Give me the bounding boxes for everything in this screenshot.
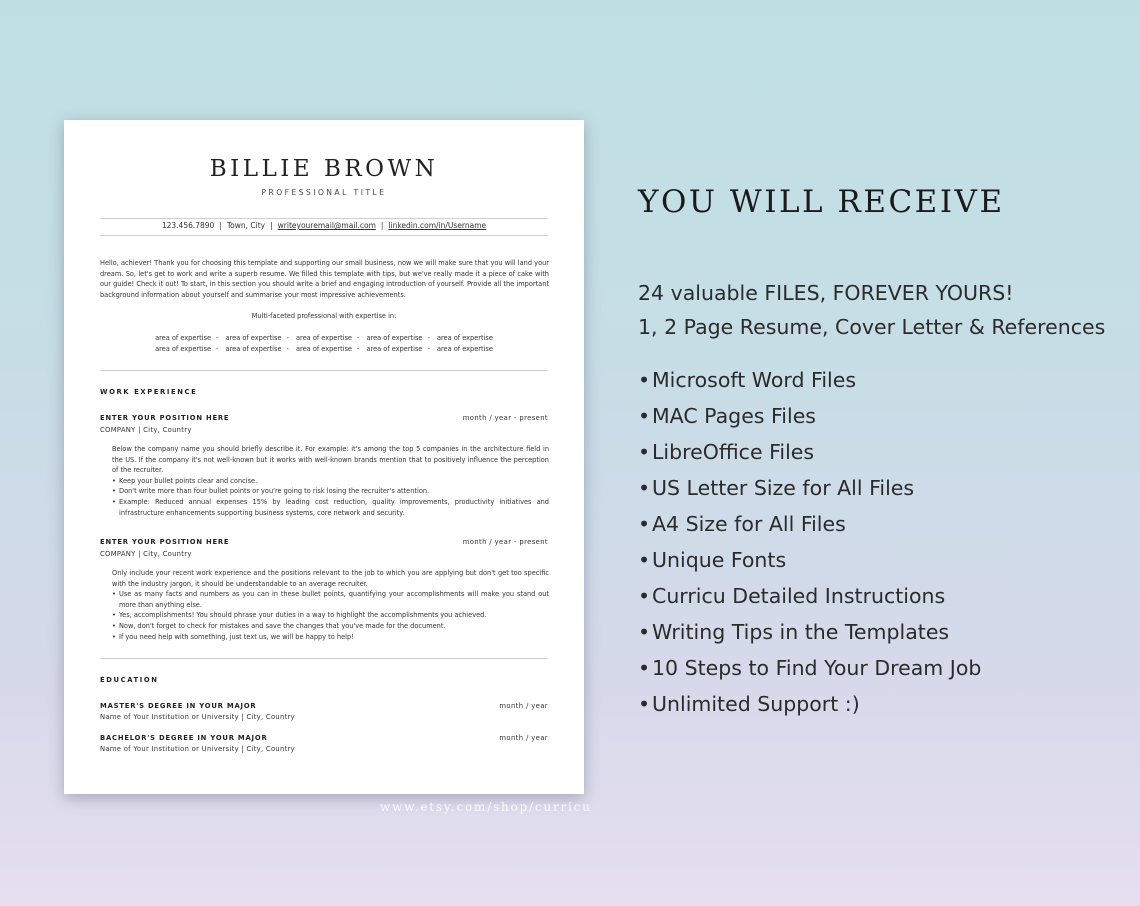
bullet-icon: •: [638, 476, 651, 500]
expertise-item: area of expertise: [225, 345, 282, 353]
feature-label: Writing Tips in the Templates: [652, 620, 950, 644]
feature-label: Unique Fonts: [652, 548, 787, 572]
bullet-icon: •: [638, 656, 651, 680]
feature-item: [638, 686, 981, 722]
job-date: month / year - present: [462, 414, 548, 422]
promo-intro-line: 1, 2 Page Resume, Cover Letter & References: [638, 315, 1106, 339]
degree-title: MASTER'S DEGREE IN YOUR MAJOR: [100, 702, 257, 710]
expertise-item: area of expertise: [366, 334, 423, 342]
feature-item: [638, 362, 981, 398]
job-bullet: • Now, don't forget to check for mistakes and save the changes that you've made for the document.: [112, 621, 549, 632]
job-bullet: • Example: Reduced annual expenses 15% by leading cost reduction, quality improvements, productivity initiatives and infrastructure enhancements supporting business systems, core network and security.: [112, 497, 549, 518]
contact-location: Town, City: [226, 221, 266, 230]
degree-date: month / year: [499, 734, 548, 742]
job-bullets: [112, 589, 549, 642]
contact-phone: 123.456.7890: [161, 221, 215, 230]
feature-item: [638, 434, 981, 470]
education-heading: EDUCATION: [100, 676, 159, 684]
feature-item: [638, 470, 981, 506]
job-company: COMPANY | City, Country: [100, 426, 192, 434]
feature-label: MAC Pages Files: [652, 404, 816, 428]
expertise-item: area of expertise: [155, 334, 212, 342]
contact-top-rule: [100, 218, 548, 219]
job-bullet: • Yes, accomplishments! You should phrase your duties in a way to highlight the accomplishments you achieved.: [112, 610, 549, 621]
job-description: Below the company name you should briefly describe it. For example: it's among the top 5 companies in the architecture field in the US. If the company it's not well-known but it works with well-known brands mention that to positively influence the perception of the recruiter.: [112, 445, 549, 475]
job-description: Only include your recent work experience and the positions relevant to the job to which you are applying but don't get too specific with the industry jargon, it should be understandable to an average recruiter.: [112, 569, 549, 588]
job-position: ENTER YOUR POSITION HERE: [100, 414, 230, 422]
promo-heading: YOU WILL RECEIVE: [638, 184, 1005, 220]
contact-linkedin: linkedin.com/in/Username: [388, 221, 487, 230]
bullet-icon: •: [638, 404, 651, 428]
feature-item: [638, 506, 981, 542]
bullet-icon: •: [638, 440, 651, 464]
expertise-item: area of expertise: [225, 334, 282, 342]
promo-intro-line: 24 valuable FILES, FOREVER YOURS!: [638, 281, 1014, 305]
bullet-icon: •: [638, 620, 651, 644]
degree-school: Name of Your Institution or University | City, Country: [100, 745, 296, 753]
job-bullet: • Use as many facts and numbers as you can in these bullet points, quantifying your accomplishments will make you stand out more than anything else.: [112, 589, 549, 610]
degree-school: Name of Your Institution or University | City, Country: [100, 713, 296, 721]
section-divider: [100, 658, 548, 659]
work-experience-heading: WORK EXPERIENCE: [100, 388, 198, 396]
expertise-row: area of expertise - area of expertise - area of expertise - area of expertise - area of expertise: [155, 345, 493, 353]
expertise-item: area of expertise: [296, 334, 352, 342]
bullet-icon: •: [638, 512, 651, 536]
job-position: ENTER YOUR POSITION HERE: [100, 538, 230, 546]
job-bullets: [112, 476, 549, 518]
job-details: [112, 568, 549, 642]
section-divider: [100, 370, 548, 371]
feature-label: Microsoft Word Files: [652, 368, 856, 392]
job-bullet: • Keep your bullet points clear and concise.: [112, 476, 549, 487]
bullet-icon: •: [638, 584, 651, 608]
bullet-icon: •: [638, 548, 651, 572]
contact-bottom-rule: [100, 235, 548, 236]
degree-date: month / year: [499, 702, 548, 710]
job-bullet: • Don't write more than four bullet points or you're going to risk losing the recruiter's attention.: [112, 486, 549, 497]
resume-summary: Hello, achiever! Thank you for choosing this template and supporting our small business, now we will make sure that you will land your dream. So, let's get to work and write a superb resume. We filled this template with tips, but we've really made it a piece of cake with our guide! Check it out! To start, in this section you should write a brief and engaging introduction of yourself. Provide all the important background information about yourself and summarise your most impressive achievements.: [100, 259, 549, 299]
job-company: COMPANY | City, Country: [100, 550, 192, 558]
resume-professional-title: PROFESSIONAL TITLE: [261, 188, 387, 197]
expertise-row: area of expertise - area of expertise - area of expertise - area of expertise - area of expertise: [155, 334, 493, 342]
bullet-icon: •: [638, 692, 651, 716]
feature-label: LibreOffice Files: [652, 440, 815, 464]
feature-label: Curricu Detailed Instructions: [652, 584, 946, 608]
expertise-item: area of expertise: [436, 345, 493, 353]
bullet-icon: •: [638, 368, 651, 392]
job-details: [112, 444, 549, 518]
feature-label: Unlimited Support :): [652, 692, 860, 716]
degree-title: BACHELOR'S DEGREE IN YOUR MAJOR: [100, 734, 268, 742]
job-bullet: • If you need help with something, just text us, we will be happy to help!: [112, 632, 549, 643]
feature-label: A4 Size for All Files: [652, 512, 846, 536]
expertise-item: area of expertise: [296, 345, 352, 353]
feature-item: [638, 542, 981, 578]
shop-url-watermark: www.etsy.com/shop/curricu: [380, 800, 592, 814]
expertise-intro: Multi-faceted professional with expertise in:: [251, 312, 397, 320]
expertise-item: area of expertise: [366, 345, 423, 353]
contact-line: 123.456.7890 | Town, City | writeyouremail@mail.com | linkedin.com/in/Username: [161, 221, 487, 230]
expertise-item: area of expertise: [155, 345, 212, 353]
resume-name: BILLIE BROWN: [209, 156, 439, 182]
job-date: month / year - present: [462, 538, 548, 546]
feature-label: 10 Steps to Find Your Dream Job: [652, 656, 982, 680]
feature-label: US Letter Size for All Files: [652, 476, 915, 500]
feature-item: [638, 650, 981, 686]
feature-item: [638, 614, 981, 650]
feature-item: [638, 578, 981, 614]
feature-list: [638, 362, 981, 722]
expertise-item: area of expertise: [436, 334, 493, 342]
resume-preview: [64, 120, 584, 794]
feature-item: [638, 398, 981, 434]
promo-intro: [638, 276, 1105, 344]
contact-email: writeyouremail@mail.com: [277, 221, 376, 230]
